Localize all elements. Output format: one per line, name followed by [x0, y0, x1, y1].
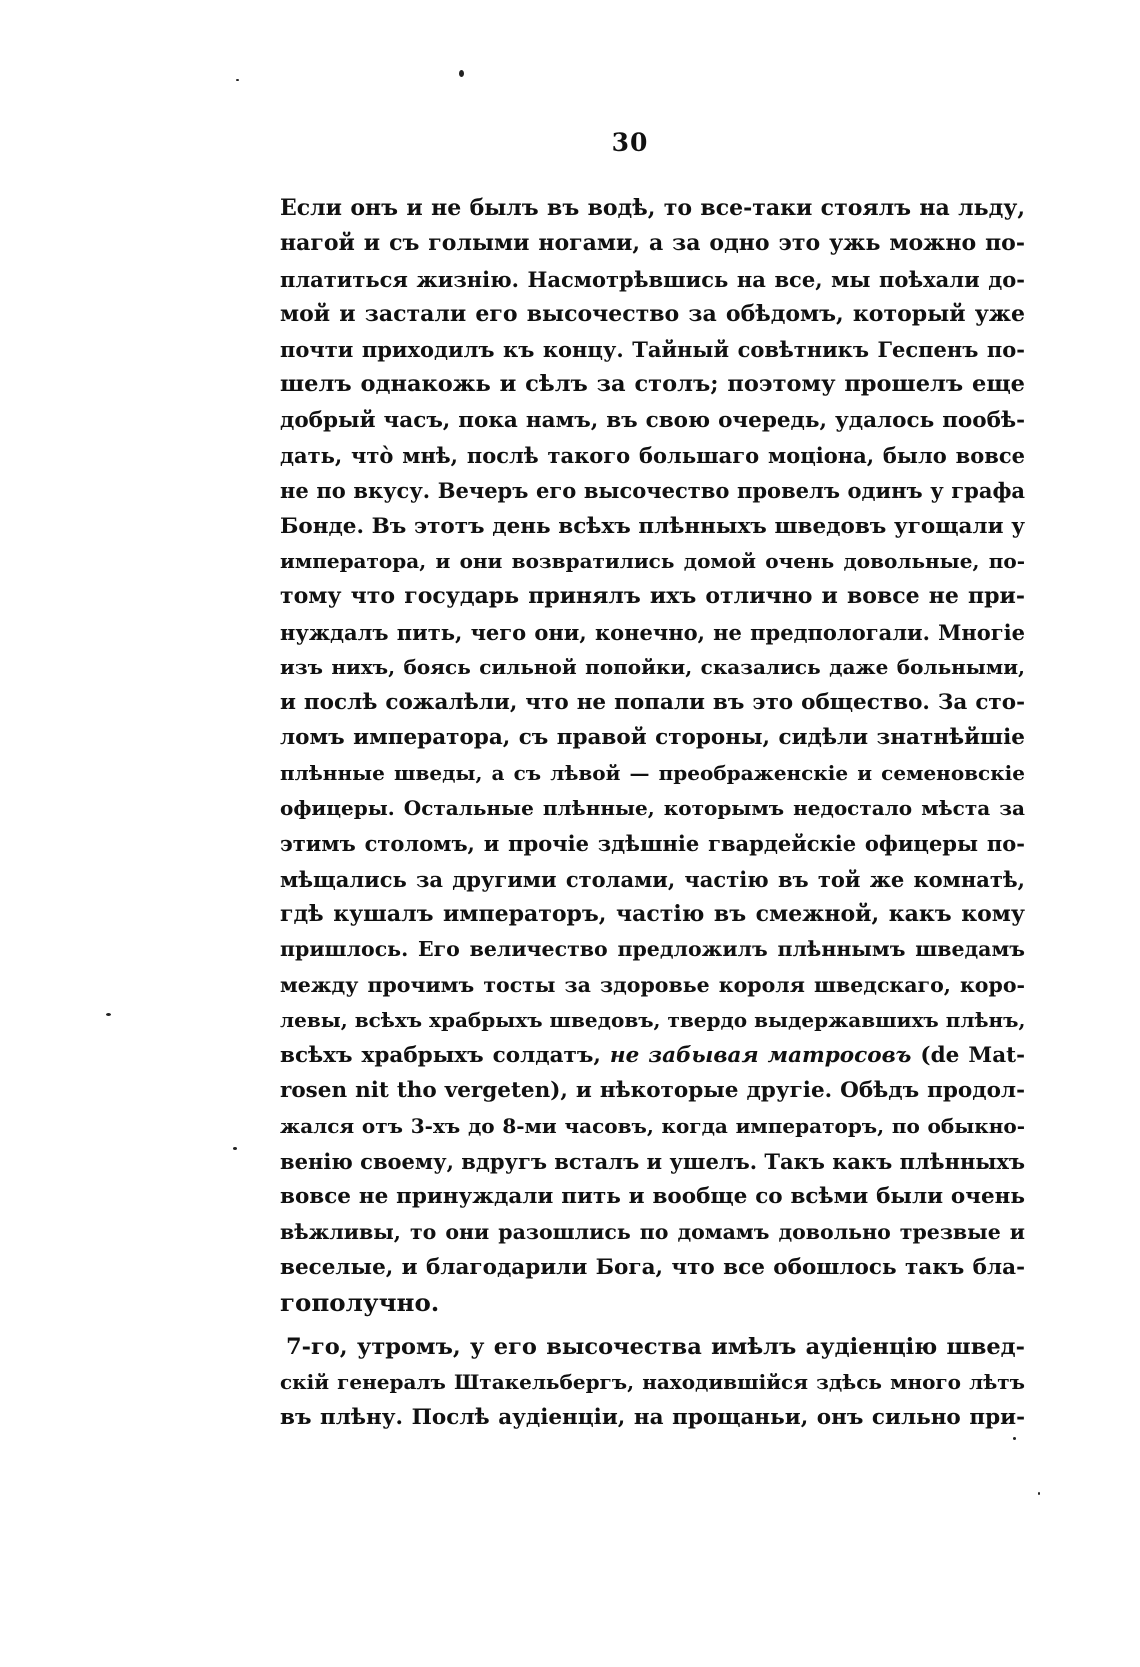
text-line: левы, всѣхъ храбрыхъ шведовъ, твердо выдержавшихъ плѣнъ,	[280, 1007, 1026, 1032]
text-line: почти приходилъ къ концу. Тайный совѣтникъ Геспенъ по-	[280, 337, 1025, 363]
text-line: мѣщались за другими столами, частію въ той же комнатѣ,	[280, 866, 1025, 892]
text-line: плѣнные шведы, а съ лѣвой — преображенскіе и семеновскіе	[280, 760, 1025, 785]
text-line: шелъ однакожь и сѣлъ за столъ; поэтому прошелъ еще	[280, 371, 1025, 398]
paragraph-gap	[280, 1321, 1025, 1330]
text-line: ломъ императора, съ правой стороны, сидѣли знатнѣйшіе	[280, 725, 1025, 751]
text-line: императора, и они возвратились домой очень довольные, по-	[280, 548, 1025, 573]
text-line: скій генералъ Штакельбергъ, находившійся здѣсь много лѣтъ	[280, 1369, 1025, 1394]
body-text	[280, 191, 1025, 1435]
text-line: тому что государь принялъ ихъ отлично и вовсе не при-	[280, 583, 1025, 610]
page-number: 30	[611, 128, 649, 157]
text-line: изъ нихъ, боясь сильной попойки, сказались даже больными,	[280, 654, 1025, 679]
ink-speck	[233, 1147, 237, 1150]
text-line: этимъ столомъ, и прочіе здѣшніе гвардейскіе офицеры по-	[280, 831, 1025, 857]
ink-speck	[1038, 1492, 1040, 1495]
ink-speck	[459, 70, 464, 77]
text-line: офицеры. Остальные плѣнные, которымъ недостало мѣста за	[280, 796, 1025, 821]
ink-speck	[236, 79, 239, 81]
text-line: гополучно.	[280, 1288, 440, 1318]
text-line: гдѣ кушалъ императоръ, частію въ смежной, какъ кому	[280, 900, 1025, 927]
paragraph	[280, 191, 1025, 1321]
text-line: добрый часъ, пока намъ, въ свою очередь, удалось пообѣ-	[280, 407, 1025, 433]
paragraph	[280, 1330, 1025, 1436]
text-line: платиться жизнію. Насмотрѣвшись на все, мы поѣхали до-	[280, 266, 1025, 292]
text-line: нуждалъ пить, чего они, конечно, не предпологали. Многіе	[280, 619, 1025, 645]
ink-speck	[106, 1013, 111, 1016]
ink-speck	[1013, 1437, 1016, 1440]
text-line: дать, что̀ мнѣ, послѣ такого большаго моціона, было вовсе	[280, 443, 1025, 469]
text-line: въ плѣну. Послѣ аудіенціи, на прощаньи, онъ сильно при-	[280, 1405, 1025, 1431]
text-line: Бонде. Въ этотъ день всѣхъ плѣнныхъ шведовъ угощали у	[280, 513, 1025, 539]
text-line: rosen nit tho vergeten), и нѣкоторые другіе. Обѣдъ продол-	[280, 1078, 1025, 1104]
text-line: и послѣ сожалѣли, что не попали въ это общество. За сто-	[280, 690, 1025, 716]
text-line	[280, 1038, 1025, 1073]
text-line: Если онъ и не былъ въ водѣ, то все-таки стоялъ на льду,	[280, 195, 1025, 221]
text-line: не по вкусу. Вечеръ его высочество провелъ одинъ у графа	[280, 478, 1025, 504]
text-line: 7-го, утромъ, у его высочества имѣлъ аудіенцію швед-	[286, 1333, 1025, 1360]
text-line: веселые, и благодарили Бога, что все обошлось такъ бла-	[280, 1254, 1025, 1280]
text-run: (de Mat-	[911, 1043, 1025, 1069]
text-line: пришлось. Его величество предложилъ плѣннымъ шведамъ	[280, 937, 1025, 962]
text-line: вовсе не принуждали пить и вообще со всѣми были очень	[280, 1184, 1025, 1210]
text-line: вѣжливы, то они разошлись по домамъ довольно трезвые и	[280, 1219, 1025, 1244]
text-line: нагой и съ голыми ногами, а за одно это ужь можно по-	[280, 230, 1025, 257]
text-line: мой и застали его высочество за обѣдомъ, который уже	[280, 300, 1025, 327]
italic-phrase: не забывая матросовъ	[609, 1043, 912, 1069]
text-line: венію своему, вдругъ всталъ и ушелъ. Такъ какъ плѣнныхъ	[280, 1149, 1025, 1175]
text-run: всѣхъ храбрыхъ солдатъ,	[280, 1043, 610, 1069]
text-line: жался отъ 3-хъ до 8-ми часовъ, когда императоръ, по обыкно-	[280, 1113, 1025, 1138]
text-line: между прочимъ тосты за здоровье короля шведскаго, коро-	[280, 972, 1025, 997]
